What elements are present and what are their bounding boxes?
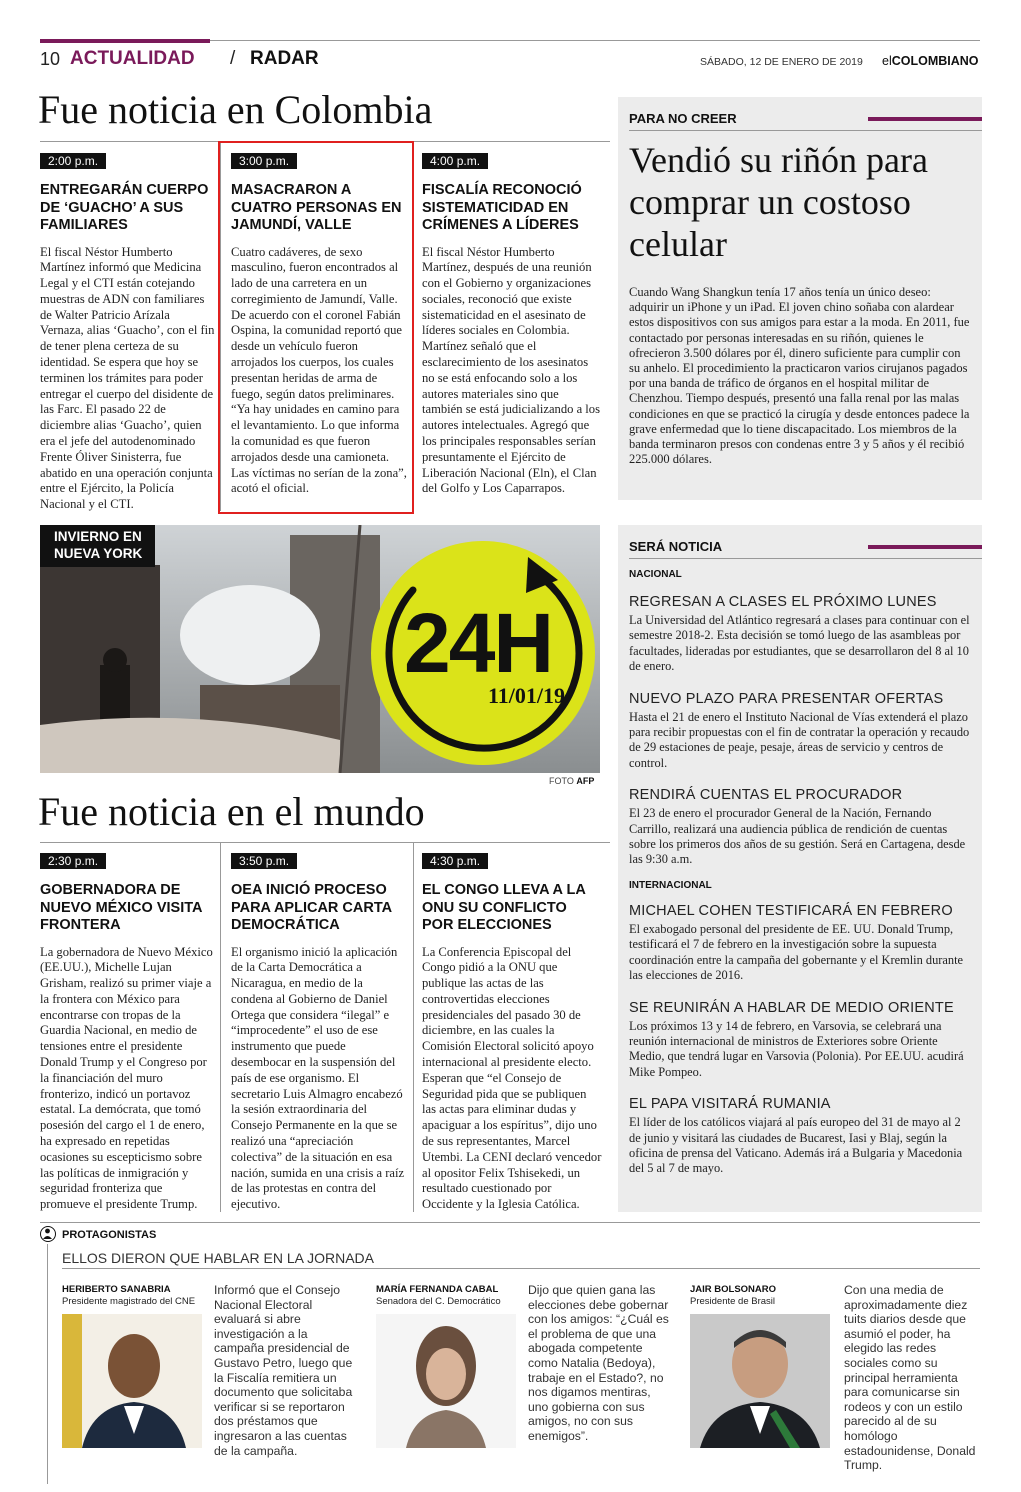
nacional-block: [629, 569, 974, 1177]
24h-date: 11/01/19: [488, 683, 566, 708]
protagonistas-top-rule: [40, 1222, 980, 1223]
protagonist-quote: Con una media de aproximadamente diez tuits diarios desde que asumió el poder, ha elegido las redes sociales como su principal herramienta para comunicarse sin rodeos y con un estilo parecido al de su homólogo estadounidense, Donald Trump.: [844, 1283, 976, 1473]
protagonist-quote: Informó que el Consejo Nacional Electoral evaluará si abre investigación a la campaña presidencial de Gustavo Petro, luego que la Fiscalía remitiera un documento que solicitaba verificar si se reportaron dos préstamos que ingresaron a las cuentas de la campaña.: [214, 1283, 353, 1458]
protagonistas-sub-rule: [62, 1268, 980, 1269]
article-body: El fiscal Néstor Humberto Martínez informó que Medicina Legal y el CTI están cotejando muestras de ADN con familiares de Walter Patricio Arízala Vernaza, alias ‘Guacho’, con el fin de tener plena certeza de su identidad. Se espera que hoy se terminen los trámites para poder entregar el cuerpo del disidente de las Farc. El pasado 22 de diciembre alias ‘Guacho’, quien era el jefe del autodenominado Frente Óliver Sinisterra, fue abatido en una operación conjunta entre el Ejército, la Policía Nacional y el CTI.: [40, 244, 215, 512]
brand-name: COLOMBIANO: [891, 54, 979, 68]
article-headline: MASACRARON A CUATRO PERSONAS EN JAMUNDÍ, VALLE: [231, 182, 402, 233]
colombia-column-2: [231, 152, 407, 497]
article-headline: EL CONGO LLEVA A LA ONU SU CONFLICTO POR ELECCIONES: [422, 882, 586, 933]
panel-label: PARA NO CREER: [629, 111, 737, 126]
nacional-label: NACIONAL: [629, 569, 682, 580]
24h-text: 24H: [404, 596, 553, 690]
news-headline: NUEVO PLAZO PARA PRESENTAR OFERTAS: [629, 690, 944, 707]
protagonist-photo: [376, 1314, 516, 1448]
mundo-column-2: [231, 852, 407, 1213]
news-headline: EL PAPA VISITARÁ RUMANIA: [629, 1096, 831, 1113]
article-body: El organismo inició la aplicación de la Carta Democrática a Nicaragua, en medio de la condena al Gobierno de Daniel Ortega que considera “ilegal” e “improcedente” el uso de ese instrumento que puede desembocar en la suspensión del país de ese organismo. El secretario Luis Almagro encabezó la sesión extraordinaria del Consejo Permanente en la que se realizó una “apreciación colectiva” de la situación en esa nación, sumida en una crisis a raíz de las protestas en contra del ejecutivo.: [231, 944, 405, 1212]
panel-accent-bar: [868, 117, 982, 121]
photo-caption-line-2: NUEVA YORK: [54, 546, 143, 561]
article-headline: FISCALÍA RECONOCIÓ SISTEMATICIDAD EN CRÍMENES A LÍDERES: [422, 182, 582, 233]
mundo-title: Fue noticia en el mundo: [38, 789, 425, 834]
news-item: [629, 787, 974, 868]
photo-credit-prefix: FOTO: [549, 776, 574, 786]
news-item: [629, 1000, 974, 1081]
time-badge: 3:00 p.m.: [231, 153, 297, 169]
news-body: Los próximos 13 y 14 de febrero, en Varsovia, se celebrará una reunión internacional de ministros de Exteriores sobre Oriente Medio, que tendrá lugar en Varsovia (Polonia). Por EE.UU. acudirá Mike Pompeo.: [629, 1018, 964, 1079]
protagonist-role: Presidente de Brasil: [690, 1296, 776, 1307]
panel-title: Vendió su riñón para comprar un costoso celular: [629, 140, 928, 264]
section-separator: /: [230, 48, 236, 69]
protagonist-name: MARÍA FERNANDA CABAL: [376, 1284, 499, 1295]
news-body: El 23 de enero el procurador General de la Nación, Fernando Carrillo, realizará una audiencia pública de rendición de cuentas sobre los primeros dos años de su gestión. Será en Cartagena, desde las 9:30 a.m.: [629, 806, 966, 867]
protagonist-role: Presidente magistrado del CNE: [62, 1296, 196, 1307]
news-item: [629, 594, 974, 675]
article-headline: ENTREGARÁN CUERPO DE ‘GUACHO’ A SUS FAMILIARES: [40, 182, 209, 233]
mundo-rule: [40, 842, 610, 843]
time-badge: 3:50 p.m.: [231, 853, 297, 869]
protagonistas-subtitle: ELLOS DIERON QUE HABLAR EN LA JORNADA: [62, 1250, 374, 1266]
subsection-name: RADAR: [250, 48, 319, 69]
section-name: ACTUALIDAD: [70, 48, 195, 69]
protagonist-photo: [690, 1314, 830, 1448]
protagonist-name: HERIBERTO SANABRIA: [62, 1284, 171, 1295]
news-headline: SE REUNIRÁN A HABLAR DE MEDIO ORIENTE: [629, 999, 954, 1016]
page-number: 10: [40, 49, 61, 69]
panel-body: Cuando Wang Shangkun tenía 17 años tenía un único deseo: adquirir un iPhone y un iPad. El joven chino soñaba con alardear estos dispositivos con sus amigos para estar a la moda. En 2011, fue contactado por personas interesadas en su riñón, quienes le ofrecieron 3.500 dólares por él, dinero suficiente para cumplir con su anhelo. El procedimiento la practicaron varios cirujanos pagados por una banda de tráfico de órganos en el hospital militar de Chenzhou. Tiempo después, presentó una falla renal por las malas condiciones en que se practicó la cirugía y desde entonces padece la grave enfermedad que lo tiene discapacitado. Los miembros de la banda terminaron presos con condenas entre 3 y 5 años y él recibió 225.000 dólares.: [629, 285, 970, 467]
article-headline: GOBERNADORA DE NUEVO MÉXICO VISITA FRONTERA: [40, 882, 202, 933]
article-body: La Conferencia Episcopal del Congo pidió a la ONU que publique las actas de las controvertidas elecciones presidenciales del pasado 30 de diciembre, en las cuales la Comisión Electoral solicitó apoyo internacional al presidente electo. Esperan que “el Consejo de Seguridad pida que se publiquen las actas para eliminar dudas y apaciguar a los espíritus”, dijo uno de sus representantes, Marcel Utembi. La CENI declaró vencedor al opositor Felix Tshisekedi, un resultado cuestionado por Occidente y la Iglesia Católica.: [422, 944, 602, 1212]
panel-label: SERÁ NOTICIA: [629, 539, 723, 554]
mundo-divider-1: [220, 842, 221, 1212]
protagonistas-icon: [40, 1226, 56, 1242]
internacional-label: INTERNACIONAL: [629, 879, 712, 891]
news-item: [629, 691, 974, 772]
protagonistas-side-rule: [47, 1244, 48, 1484]
para-no-creer-panel: [618, 97, 982, 500]
panel-label-rule: [629, 558, 982, 559]
protagonistas-label: PROTAGONISTAS: [62, 1229, 157, 1241]
news-headline: REGRESAN A CLASES EL PRÓXIMO LUNES: [629, 594, 937, 610]
news-body: El exabogado personal del presidente de EE. UU. Donald Trump, testificará el 7 de febrero en la investigación sobre la supuesta coordinación entre la campaña del gobernante y el Kremlin durante las elecciones de 2016.: [629, 921, 964, 983]
mundo-column-3: [422, 852, 602, 1213]
news-item: [629, 903, 974, 984]
time-badge: 2:00 p.m.: [40, 153, 106, 169]
sera-noticia-panel: [618, 525, 982, 1212]
panel-accent-bar: [868, 545, 982, 549]
time-badge: 4:00 p.m.: [422, 153, 488, 169]
mundo-divider-2: [413, 842, 414, 1212]
photo-caption-line-1: INVIERNO EN: [54, 529, 142, 544]
protagonist-quote: Dijo que quien gana las elecciones debe gobernar con los amigos: “¿Cuál es el problema de que una abogada competente como Natalia (Bedoya), trabaje en el Estado?, no nos digamos mentiras, uno gobierna con sus amigos, no con sus enemigos”.: [528, 1283, 669, 1443]
protagonist-name: JAIR BOLSONARO: [690, 1284, 777, 1295]
photo-credit: [549, 776, 594, 786]
brand-logo: [882, 54, 979, 68]
news-body: El líder de los católicos viajará al país europeo del 31 de mayo al 2 de junio y visitará las ciudades de Bucarest, Iasi y Blaj, según la oficina de prensa del Vaticano. Además irá a Bulgaria y Macedonia del 5 al 7 de mayo.: [629, 1115, 963, 1176]
brand-prefix: el: [882, 54, 892, 68]
time-badge: 2:30 p.m.: [40, 853, 106, 869]
24h-badge: [358, 535, 608, 775]
protagonist-card-2: [376, 1276, 676, 1476]
protagonist-card-3: [690, 1276, 984, 1476]
protagonist-photo: [62, 1314, 202, 1448]
news-headline: RENDIRÁ CUENTAS EL PROCURADOR: [629, 787, 903, 804]
person-icon: [41, 1227, 54, 1240]
protagonist-role: Senadora del C. Democrático: [376, 1296, 501, 1307]
news-body: La Universidad del Atlántico regresará a clases para continuar con el semestre 2018-2. Esta decisión se tomó luego de las asambleas por facultades, lideradas por estudiantes, que se desarrollaron del 8 al 10 de enero.: [629, 613, 970, 674]
article-body: La gobernadora de Nuevo México (EE.UU.), Michelle Lujan Grisham, realizó su primer viaje a la frontera con México para encontrarse con tropas de la Guardia Nacional, en medio de tensiones entre el presidente Donald Trump y el Congreso por la financiación del muro fronterizo, indicó un portavoz estatal. La demócrata, que tomó posesión del cargo el 1 de enero, ha expresado en repetidas ocasiones su escepticismo sobre las políticas de inmigración y seguridad fronteriza que promueve el presidente Trump.: [40, 944, 213, 1212]
issue-date: SÁBADO, 12 DE ENERO DE 2019: [700, 56, 863, 68]
masthead-accent-bar: [40, 39, 210, 43]
colombia-title: Fue noticia en Colombia: [38, 87, 433, 132]
article-body: Cuatro cadáveres, de sexo masculino, fueron encontrados al lado de una carretera en un corregimiento de Jamundí, Valle. De acuerdo con el coronel Fabián Ospina, la comunidad reportó que desde un vehículo fueron arrojados los cuerpos, los cuales presentan heridas de arma de fuego, según datos preliminares. “Ya hay unidades en camino para el levantamiento. Lo que informa la comunidad es que fueron arrojados desde una camioneta. Las víctimas no serían de la zona”, acotó el oficial.: [231, 244, 407, 496]
mundo-column-1: [40, 852, 215, 1213]
news-body: Hasta el 21 de enero el Instituto Nacional de Vías extenderá el plazo para recibir propuestas con el fin de contratar la operación y recaudo de 29 estaciones de peaje, pesaje, áreas de servicio y centros de control.: [629, 709, 970, 770]
article-body: El fiscal Néstor Humberto Martínez, después de una reunión con el Gobierno y organizaciones sociales, reconoció que existe sistematicidad en el asesinato de líderes sociales en Colombia. Martínez señaló que el esclarecimiento de los asesinatos no se está enfocando solo a los autores materiales sino que también se está judicializando a los autores intelectuales. Agregó que los principales responsables serían presuntamente el Ejército de Liberación Nacional (Eln), el Clan del Golfo y Los Caparrapos.: [422, 244, 601, 496]
news-item: [629, 1096, 974, 1177]
article-headline: OEA INICIÓ PROCESO PARA APLICAR CARTA DEMOCRÁTICA: [231, 882, 392, 933]
news-headline: MICHAEL COHEN TESTIFICARÁ EN FEBRERO: [629, 902, 953, 919]
time-badge: 4:30 p.m.: [422, 853, 488, 869]
colombia-column-3: [422, 152, 602, 497]
colombia-column-1: [40, 152, 215, 513]
panel-label-rule: [629, 130, 982, 131]
protagonist-card-1: [62, 1276, 362, 1476]
photo-credit-agency: AFP: [576, 776, 595, 786]
